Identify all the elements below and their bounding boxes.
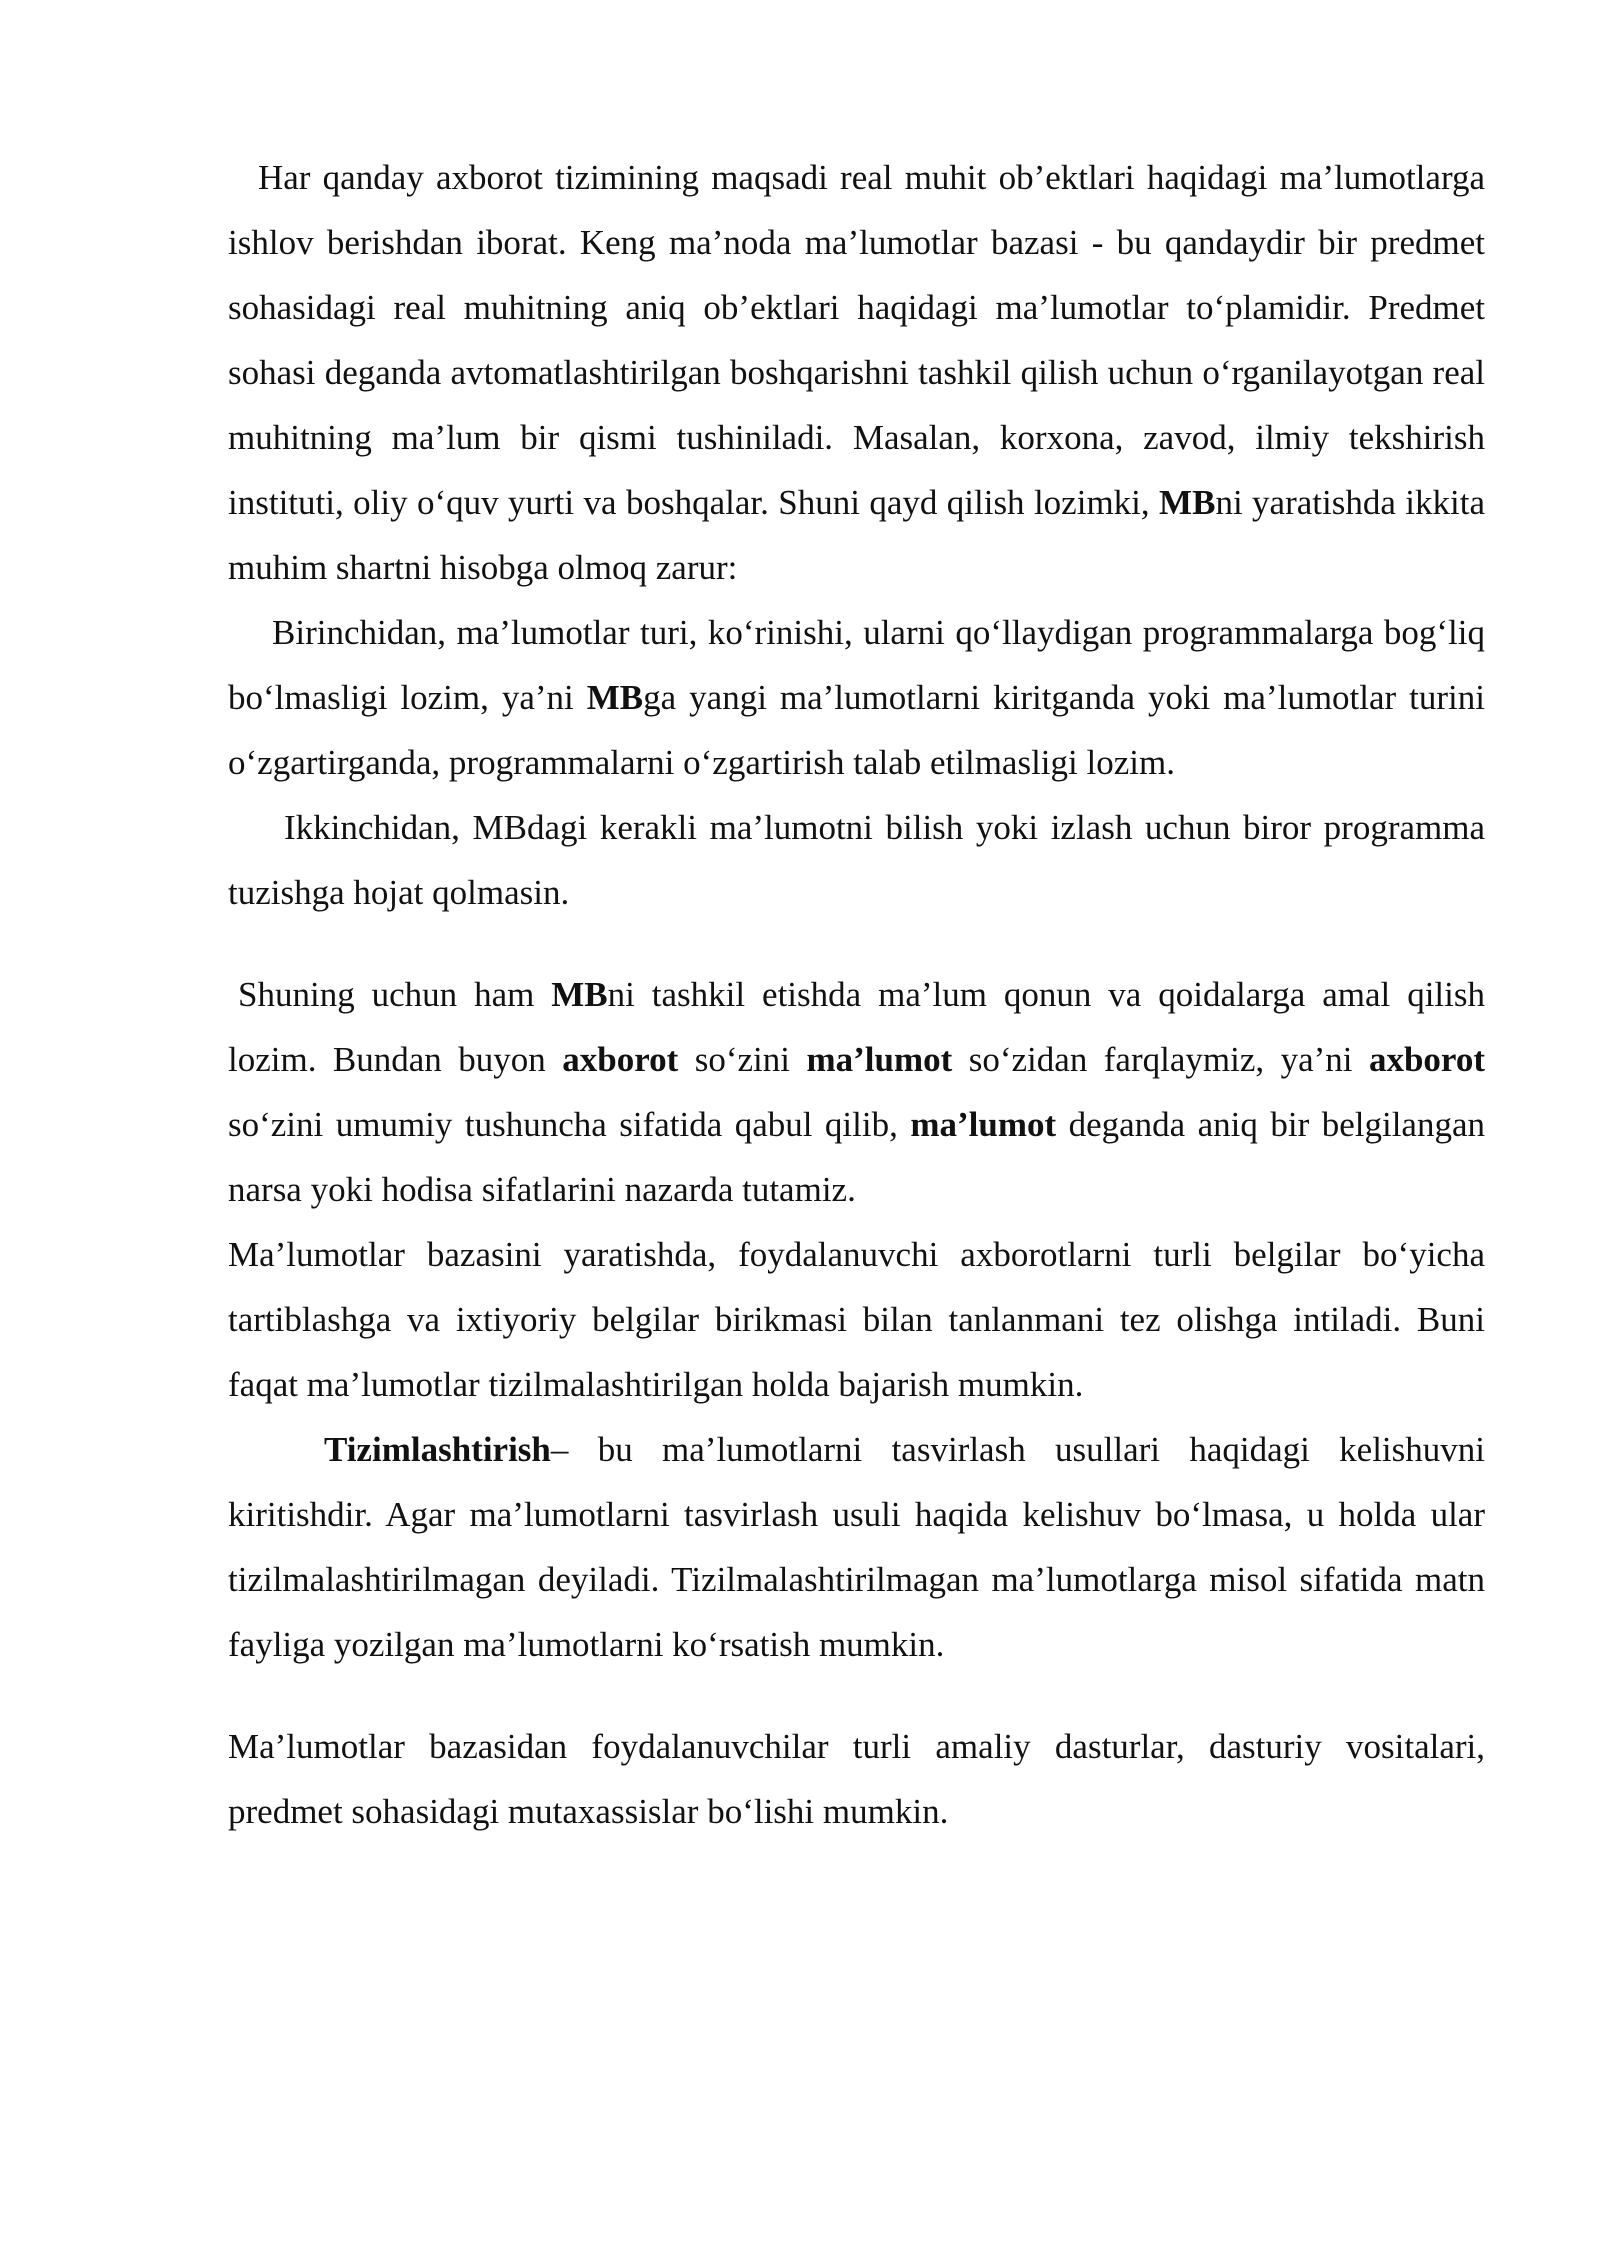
document-body bbox=[228, 145, 1485, 1844]
mb-bold-term: MB bbox=[551, 975, 608, 1014]
paragraph-2 bbox=[228, 600, 1485, 795]
paragraph-4-text: so‘zidan farqlaymiz, ya’ni bbox=[952, 1040, 1369, 1079]
mb-bold-term: MB bbox=[1159, 483, 1216, 522]
axborot-bold-term: axborot bbox=[1368, 1040, 1485, 1079]
paragraph-4-text: so‘zini umumiy tushuncha sifatida qabul qilib, bbox=[228, 1105, 911, 1144]
tizimlashtirish-bold-term: Tizimlashtirish bbox=[324, 1430, 551, 1469]
paragraph-1-text-end: ni yaratishda ikkita muhim shartni hisobga olmoq zarur: bbox=[228, 483, 1485, 587]
paragraph-7 bbox=[228, 1714, 1485, 1844]
malumot-bold-term: ma’lumot bbox=[806, 1040, 953, 1079]
paragraph-7-text: Ma’lumotlar bazasidan foydalanuvchilar turli amaliy dasturlar, dasturiy vositalari, predmet sohasidagi mutaxassislar bo‘lishi mumkin. bbox=[228, 1727, 1485, 1831]
paragraph-6 bbox=[228, 1417, 1485, 1677]
paragraph-4-text: Shuning uchun ham bbox=[238, 975, 552, 1014]
paragraph-6-text: – bu ma’lumotlarni tasvirlash usullari haqidagi kelishuvni kiritishdir. Agar ma’lumotlarni tasvirlash usuli haqida kelishuv bo‘lmasa, u holda ular tizilmalashtirilmagan deyiladi. Tizilmalashtirilmagan ma’lumotlarga misol sifatida matn fayliga yozilgan ma’lumotlarni ko‘rsatish mumkin. bbox=[228, 1430, 1485, 1664]
paragraph-4-text-end: deganda aniq bir belgilangan narsa yoki hodisa sifatlarini nazarda tutamiz. bbox=[228, 1105, 1485, 1209]
paragraph-2-text-end: ga yangi ma’lumotlarni kiritganda yoki ma’lumotlar turini o‘zgartirganda, programmalarni o‘zgartirish talab etilmasligi lozim. bbox=[228, 678, 1485, 782]
mb-bold-term: MB bbox=[586, 678, 644, 717]
axborot-bold-term: axborot bbox=[562, 1040, 679, 1079]
paragraph-3 bbox=[228, 795, 1485, 925]
paragraph-2-text: Birinchidan, ma’lumotlar turi, ko‘rinishi, ularni qo‘llaydigan programmalarga bog‘liq bo‘lmasligi lozim, ya’ni bbox=[228, 613, 1485, 717]
paragraph-3-text: Ikkinchidan, MBdagi kerakli ma’lumotni bilish yoki izlash uchun biror programma tuzishga hojat qolmasin. bbox=[228, 808, 1485, 912]
paragraph-4 bbox=[228, 962, 1485, 1222]
paragraph-1-text: Har qanday axborot tizimining maqsadi real muhit ob’ektlari haqidagi ma’lumotlarga ishlov berishdan iborat. Keng ma’noda ma’lumotlar bazasi - bu qandaydir bir predmet sohasidagi real muhitning aniq ob’ektlari haqidagi ma’lumotlar to‘plamidir. Predmet sohasi deganda avtomatlashtirilgan boshqarishni tashkil qilish uchun o‘rganilayotgan real muhitning ma’lum bir qismi tushiniladi. Masalan, korxona, zavod, ilmiy tekshirish instituti, oliy o‘quv yurti va boshqalar. Shuni qayd qilish lozimki, bbox=[228, 158, 1485, 522]
paragraph-1 bbox=[228, 145, 1485, 600]
paragraph-5 bbox=[228, 1222, 1485, 1417]
paragraph-4-text: so‘zini bbox=[678, 1040, 807, 1079]
malumot-bold-term: ma’lumot bbox=[910, 1105, 1057, 1144]
paragraph-5-text: Ma’lumotlar bazasini yaratishda, foydalanuvchi axborotlarni turli belgilar bo‘yicha tartiblashga va ixtiyoriy belgilar birikmasi bilan tanlanmani tez olishga intiladi. Buni faqat ma’lumotlar tizilmalashtirilgan holda bajarish mumkin. bbox=[228, 1235, 1485, 1404]
paragraph-4-text: ni tashkil etishda ma’lum qonun va qoidalarga amal qilish lozim. Bundan buyon bbox=[228, 975, 1485, 1079]
